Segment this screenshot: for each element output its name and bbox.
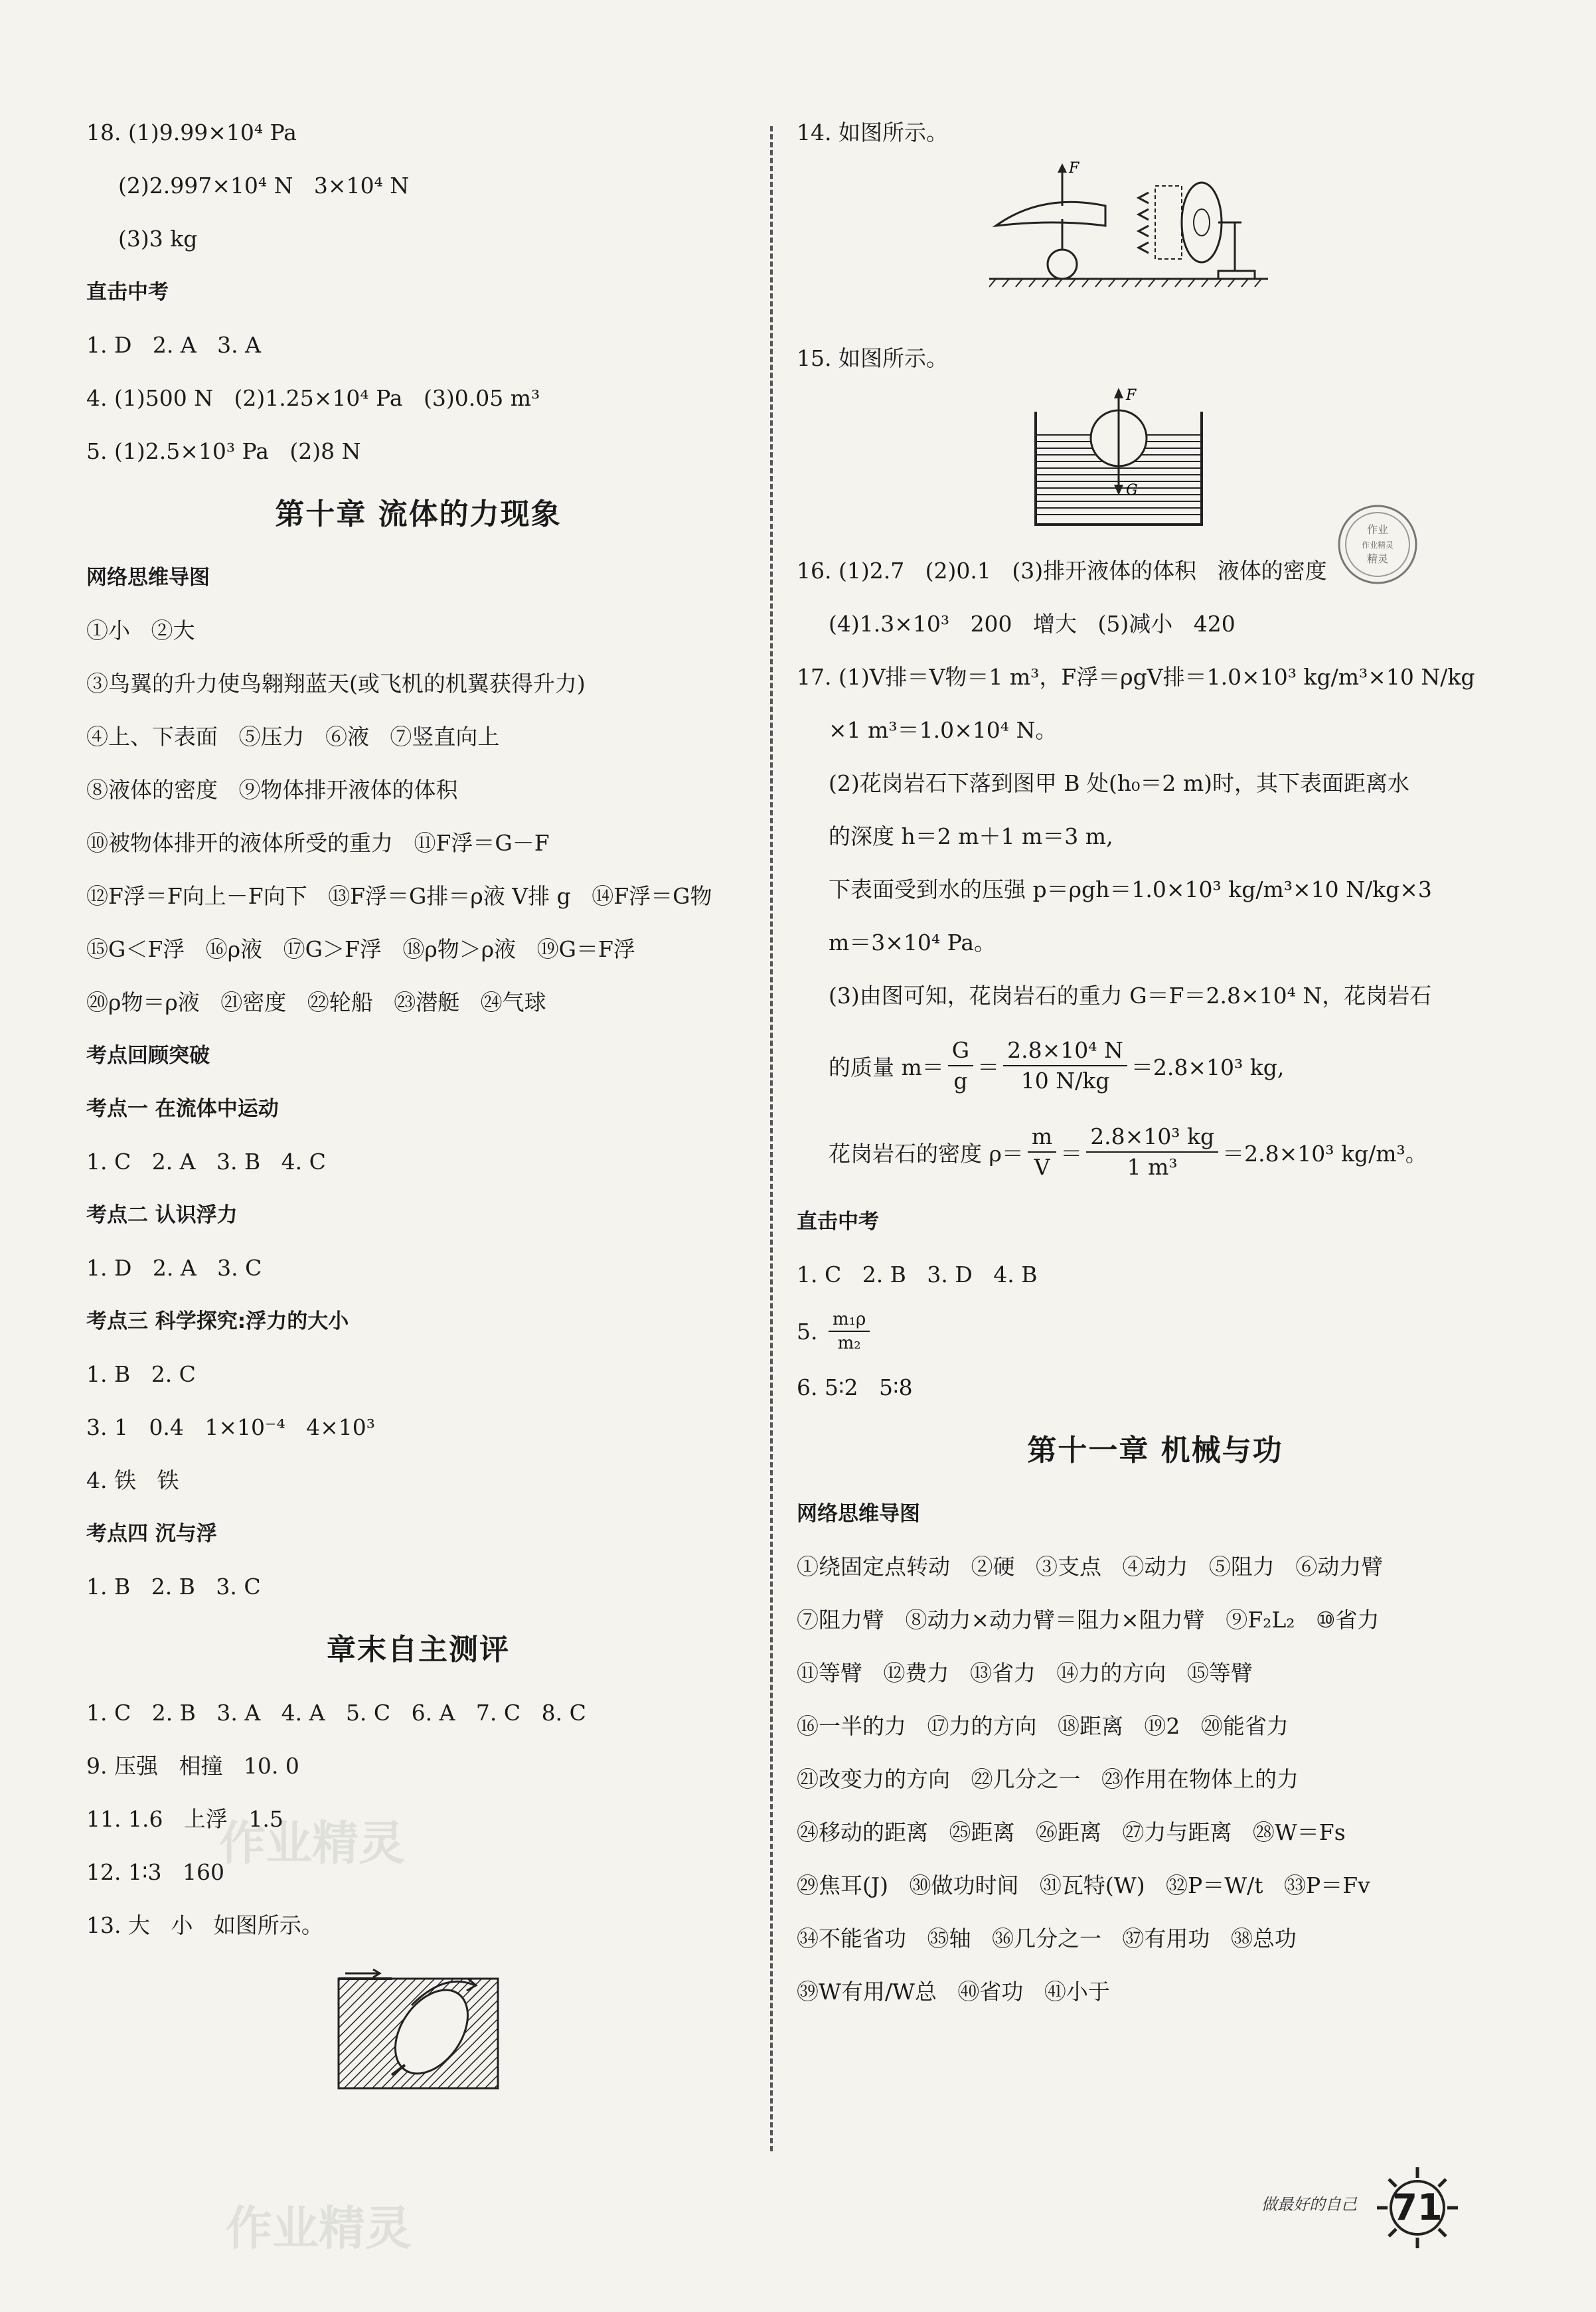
section-heading: 直击中考 (797, 1210, 879, 1234)
mindmap-line: ④上、下表面 ⑤压力 ⑥液 ⑦竖直向上 (86, 724, 500, 750)
mindmap-line: ⑩被物体排开的液体所受的重力 ⑪F浮＝G－F (86, 830, 550, 856)
answer-line: 4. (1)500 N (2)1.25×10⁴ Pa (3)0.05 m³ (86, 385, 540, 411)
numerator: m₁ρ (829, 1308, 870, 1332)
wing-fan-figure (989, 159, 1268, 319)
hammer-figure (332, 1959, 505, 2092)
formula-text: ＝ (977, 1054, 1000, 1080)
mass-formula (797, 1023, 1514, 1109)
formula-text: ＝ (1060, 1140, 1083, 1167)
mindmap-line: ③鸟翼的升力使鸟翱翔蓝天(或飞机的机翼获得升力) (86, 671, 586, 697)
q16-line-1: 16. (1)2.7 (2)0.1 (3)排开液体的体积 液体的密度 (797, 558, 1327, 584)
mindmap-line: ㊴W有用/W总 ㊵省功 ㊶小于 (797, 1979, 1110, 2005)
mindmap-line: ①小 ②大 (86, 618, 195, 643)
stamp-text: 作业 (1366, 523, 1389, 536)
chapter-title: 第十章 流体的力现象 (275, 497, 562, 531)
answer-line: 1. C 2. A 3. B 4. C (86, 1149, 326, 1175)
section-heading: 网络思维导图 (797, 1502, 920, 1526)
q17-line: 17. (1)V排＝V物＝1 m³，F浮＝ρgV排＝1.0×10³ kg/m³×10 N/kg (797, 664, 1475, 690)
formula-text: 的质量 m＝ (829, 1054, 944, 1080)
column-divider (770, 126, 773, 2151)
stamp-logo (1334, 501, 1421, 588)
gravity-label: G (1126, 482, 1138, 499)
denominator: 10 N/kg (1020, 1068, 1110, 1094)
q15-text: 15. 如图所示。 (797, 345, 948, 371)
fraction (1028, 1122, 1056, 1182)
formula-text: 花岗岩石的密度 ρ＝ (829, 1140, 1024, 1167)
mindmap-line: ⑪等臂 ⑫费力 ⑬省力 ⑭力的方向 ⑮等臂 (797, 1660, 1253, 1686)
chapter-title: 第十一章 机械与功 (1027, 1434, 1283, 1467)
mindmap-line: ⑦阻力臂 ⑧动力×动力臂＝阻力×阻力臂 ⑨F₂L₂ ⑩省力 (797, 1607, 1380, 1633)
answer-line: 4. 铁 铁 (86, 1467, 179, 1493)
q17-line: ×1 m³＝1.0×10⁴ N。 (829, 717, 1058, 743)
answer-line: 5. (1)2.5×10³ Pa (2)8 N (86, 438, 361, 464)
float-figure (1022, 385, 1222, 538)
denominator: m₂ (837, 1333, 861, 1353)
q17-line: 下表面受到水的压强 p＝ρgh＝1.0×10³ kg/m³×10 N/kg×3 (829, 876, 1432, 902)
topic-heading: 考点四 沉与浮 (86, 1522, 217, 1546)
q18-line-1: 18. (1)9.99×10⁴ Pa (86, 120, 297, 145)
stamp-text: 作业精灵 (1361, 540, 1394, 550)
denominator: g (953, 1068, 968, 1094)
q14-figure (797, 159, 1514, 332)
stamp-seal (1334, 501, 1421, 588)
numerator: 2.8×10³ kg (1086, 1122, 1218, 1153)
section-heading: 直击中考 (86, 280, 169, 304)
page-number-badge (1374, 2165, 1461, 2251)
section-heading: 网络思维导图 (86, 566, 210, 590)
q13-figure (86, 1952, 750, 2098)
q14-text: 14. 如图所示。 (797, 120, 948, 145)
watermark: 作业精灵 (226, 2201, 412, 2256)
stamp-text: 精灵 (1366, 552, 1389, 565)
mindmap-line: ⑯一半的力 ⑰力的方向 ⑱距离 ⑲2 ⑳能省力 (797, 1713, 1289, 1739)
left-column (86, 106, 750, 2098)
answer-line: 1. B 2. B 3. C (86, 1574, 261, 1600)
answer-line: 6. 5∶2 5∶8 (797, 1374, 913, 1400)
q18-line-3: (3)3 kg (118, 226, 198, 252)
topic-heading: 考点二 认识浮力 (86, 1203, 238, 1227)
formula-text: 5. (797, 1318, 825, 1345)
q16-line-2: (4)1.3×10³ 200 增大 (5)减小 420 (829, 611, 1236, 637)
answer-line: 1. C 2. B 3. D 4. B (797, 1262, 1038, 1287)
mindmap-line: ⑫F浮＝F向上－F向下 ⑬F浮＝G排＝ρ液 V排 g ⑭F浮＝G物 (86, 883, 712, 909)
watermark: 作业精灵 (219, 1816, 405, 1870)
fraction (829, 1308, 870, 1355)
mindmap-line: ⑳ρ物＝ρ液 ㉑密度 ㉒轮船 ㉓潜艇 ㉔气球 (86, 989, 546, 1015)
numerator: 2.8×10⁴ N (1003, 1036, 1127, 1066)
fraction (948, 1036, 973, 1096)
page-number: 71 (1392, 2187, 1443, 2228)
density-formula (797, 1109, 1514, 1195)
mindmap-line: ㉑改变力的方向 ㉒几分之一 ㉓作用在物体上的力 (797, 1766, 1299, 1792)
buoyancy-label: F (1126, 387, 1137, 404)
q18-line-2: (2)2.997×10⁴ N 3×10⁴ N (118, 173, 410, 199)
answer-line: 1. B 2. C (86, 1361, 196, 1387)
denominator: 1 m³ (1127, 1154, 1178, 1180)
mindmap-line: ⑮G＜F浮 ⑯ρ液 ⑰G＞F浮 ⑱ρ物＞ρ液 ⑲G＝F浮 (86, 936, 635, 962)
fraction (1003, 1036, 1127, 1096)
q5-fraction-answer (797, 1301, 1514, 1361)
chapter-test-title: 章末自主测评 (327, 1633, 510, 1667)
denominator: V (1034, 1154, 1050, 1180)
footer-tagline: 做最好的自己 (1261, 2195, 1357, 2214)
answer-line: 1. D 2. A 3. C (86, 1255, 262, 1281)
answer-line: 1. D 2. A 3. A (86, 332, 261, 358)
formula-text: ＝2.8×10³ kg, (1131, 1054, 1285, 1080)
right-column (797, 106, 1514, 2019)
answer-line: 1. C 2. B 3. A 4. A 5. C 6. A 7. C 8. C (86, 1700, 586, 1726)
topic-heading: 考点三 科学探究:浮力的大小 (86, 1309, 349, 1333)
answer-line: 9. 压强 相撞 10. 0 (86, 1753, 299, 1779)
answer-line: 12. 1∶3 160 (86, 1859, 225, 1885)
topic-heading: 考点一 在流体中运动 (86, 1097, 279, 1121)
mindmap-line: ㉞不能省功 ㉟轴 ㊱几分之一 ㊲有用功 ㊳总功 (797, 1926, 1297, 1951)
mindmap-line: ㉙焦耳(J) ㉚做功时间 ㉛瓦特(W) ㉜P＝W/t ㉝P＝Fv (797, 1872, 1370, 1898)
numerator: m (1028, 1122, 1056, 1153)
numerator: G (948, 1036, 973, 1066)
answer-line: 3. 1 0.4 1×10⁻⁴ 4×10³ (86, 1414, 376, 1440)
force-label: F (1069, 160, 1079, 177)
answer-line: 11. 1.6 上浮 1.5 (86, 1806, 283, 1832)
section-heading: 考点回顾突破 (86, 1044, 210, 1068)
q17-line: (3)由图可知，花岗岩石的重力 G＝F＝2.8×10⁴ N，花岗岩石 (829, 983, 1432, 1009)
formula-text: ＝2.8×10³ kg/m³。 (1222, 1140, 1427, 1167)
answer-line: 13. 大 小 如图所示。 (86, 1912, 323, 1938)
fraction (1086, 1122, 1218, 1182)
q17-line: m＝3×10⁴ Pa。 (829, 930, 997, 955)
mindmap-line: ⑧液体的密度 ⑨物体排开液体的体积 (86, 777, 458, 803)
q17-line: 的深度 h＝2 m＋1 m＝3 m, (829, 823, 1113, 849)
mindmap-line: ①绕固定点转动 ②硬 ③支点 ④动力 ⑤阻力 ⑥动力臂 (797, 1554, 1384, 1580)
q17-line: (2)花岗岩石下落到图甲 B 处(h₀＝2 m)时，其下表面距离水 (829, 770, 1409, 796)
mindmap-line: ㉔移动的距离 ㉕距离 ㉖距离 ㉗力与距离 ㉘W＝Fs (797, 1819, 1346, 1845)
